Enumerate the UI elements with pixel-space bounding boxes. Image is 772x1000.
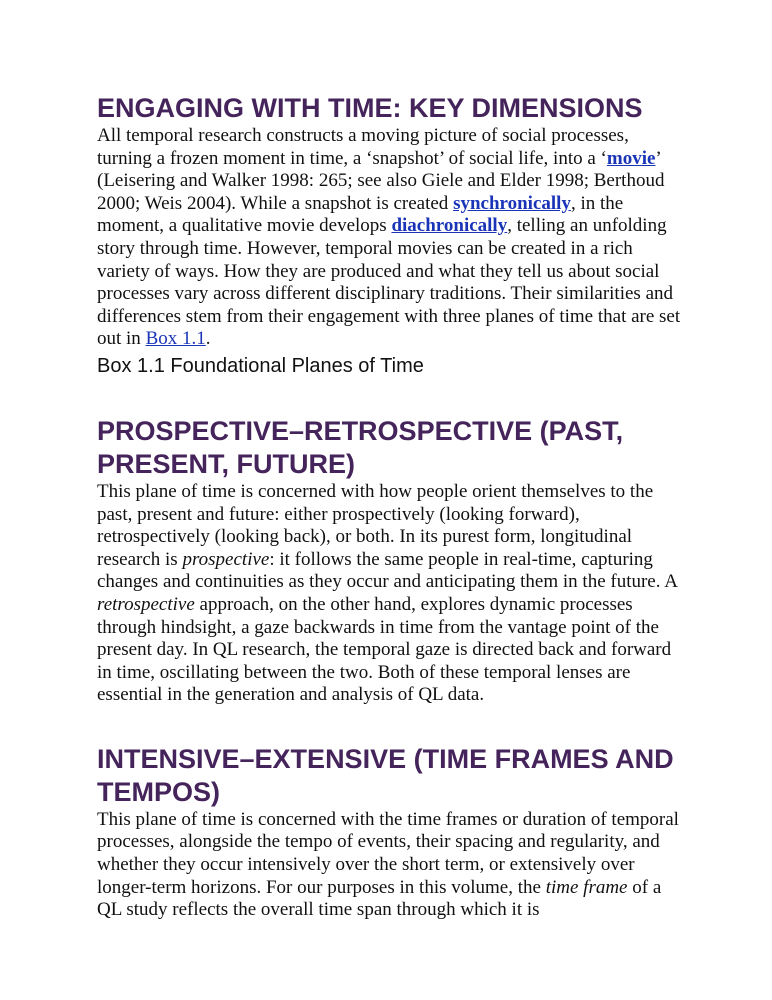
section-heading-intensive-extensive: INTENSIVE–EXTENSIVE (TIME FRAMES AND TEMPOS) <box>97 743 674 807</box>
paragraph-text: This plane of time is concerned with how people orient themselves to the past, present and future: either prospectively (looking forward), retrospectively (looking back), or both. In its purest form, longitudinal research is <box>97 480 654 570</box>
paragraph-text: , in the moment, a qualitative movie develops <box>97 192 624 237</box>
emphasis-time-frame: time frame <box>545 876 628 898</box>
emphasis-prospective: prospective <box>182 548 270 570</box>
diachronically-link[interactable]: diachronically <box>391 215 508 237</box>
section-paragraph-prospective-retrospective <box>97 481 687 707</box>
paragraph-text: ’ (Leisering and Walker 1998: 265; see also Giele and Elder 1998; Berthoud 2000; Weis 2004). While a snapshot is created <box>97 147 665 214</box>
section-spacer <box>97 379 687 415</box>
paragraph-text: All temporal research constructs a moving picture of social processes, turning a frozen moment in time, a ‘snapshot’ of social life, into a ‘ <box>97 125 629 169</box>
box-1-1-link[interactable]: Box 1.1 <box>145 328 206 350</box>
document-page <box>97 92 687 922</box>
section-heading-engaging-with-time: ENGAGING WITH TIME: KEY DIMENSIONS <box>97 93 643 123</box>
emphasis-retrospective: retrospective <box>97 593 195 615</box>
paragraph-text: : it follows the same people in real-time, capturing changes and continuities as they occur and anticipating them in the future. A <box>97 548 677 593</box>
section-heading-prospective-retrospective: PROSPECTIVE–RETROSPECTIVE (PAST, PRESENT, FUTURE) <box>97 415 624 479</box>
paragraph-text: of a QL study reflects the overall time span through which it is <box>97 876 662 921</box>
paragraph-text: This plane of time is concerned with the time frames or duration of temporal processes, alongside the tempo of events, their spacing and regularity, and whether they occur intensively over the short term, or extensively over longer-term horizons. For our purposes in this volume, the <box>97 808 679 898</box>
movie-link[interactable]: movie <box>606 147 656 169</box>
box-caption: Box 1.1 Foundational Planes of Time <box>97 354 424 377</box>
section-spacer <box>97 707 687 743</box>
synchronically-link[interactable]: synchronically <box>453 192 571 214</box>
section-paragraph-engaging-with-time <box>97 125 687 351</box>
paragraph-text: , telling an unfolding story through time. However, temporal movies can be created in a rich variety of ways. How they are produced and what they tell us about social processes vary across different disciplinary traditions. Their similarities and differences stem from their engagement with three planes of time that are set out in <box>97 215 681 350</box>
section-paragraph-intensive-extensive <box>97 809 687 922</box>
paragraph-text: approach, on the other hand, explores dynamic processes through hindsight, a gaze backwards in time from the vantage point of the present day. In QL research, the temporal gaze is directed back and forward in time, oscillating between the two. Both of these temporal lenses are essential in the generation and analysis of QL data. <box>97 593 672 706</box>
paragraph-text: . <box>205 328 211 350</box>
